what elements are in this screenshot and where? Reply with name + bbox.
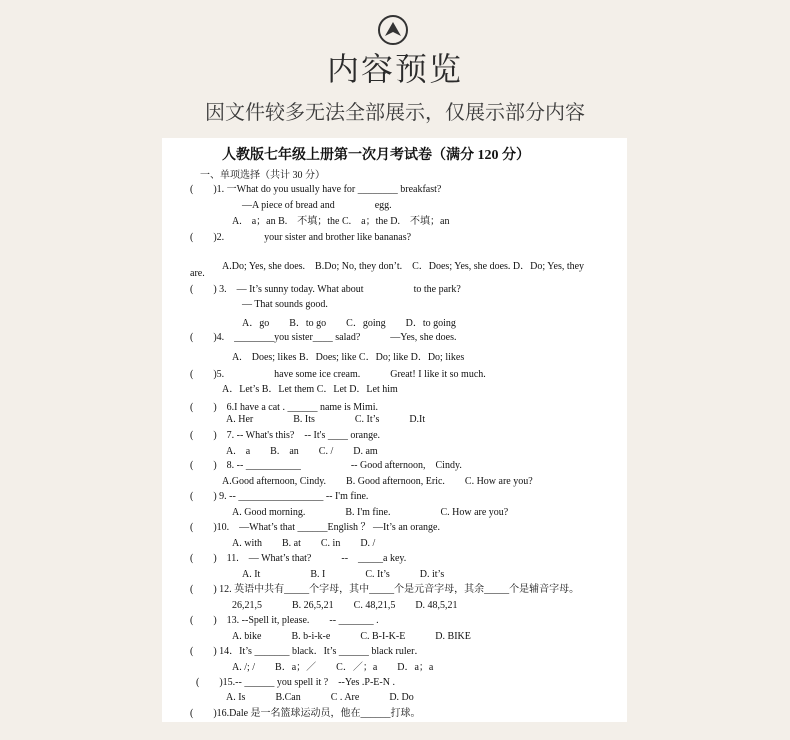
question-line: ( ) 9. -- _________________ -- I'm fine. [190,491,369,502]
answer-options: A. a B. an C. / D. am [226,446,378,457]
answer-options: A. Good morning. B. I'm fine. C. How are you? [232,507,509,518]
answer-options: A. a；an B. 不填；the C. a；the D. 不填；an [232,216,450,227]
question-line: ( ) 7. -- What's this? -- It's ____ orange. [190,430,381,441]
answer-options: A.Good afternoon, Cindy. B. Good afternoon, Eric. C. How are you? [222,476,533,487]
answer-options: A. Does; likes B．Does; like C．Do; like D．Do; likes [232,352,465,363]
answer-options: A.Do; Yes, she does. B.Do; No, they don’t. C．Does; Yes, she does. D．Do; Yes, they [222,261,585,272]
answer-options: A. bike B. b-i-k-e C. B-I-K-E D. BIKE [232,631,471,642]
section-heading: 一、单项选择（共计 30 分） [200,170,325,181]
question-line: ( ) 14．It’s _______ black．It’s ______ black ruler． [190,646,425,657]
answer-options: A．go B．to go C．going D．to going [242,318,456,329]
answer-options: A. It B. I C. It’s D. it’s [242,569,445,580]
question-line: ( )5. have some ice cream. Great! I like it so much. [190,369,486,380]
question-line: —A piece of bread and egg. [242,200,392,211]
question-line: ( )10. —What’s that ______English ？ —It’s an orange. [190,522,440,533]
answer-options: are. [190,268,205,279]
question-line: ( )16.Dale 是一名篮球运动员，他在______打球。 [190,708,421,719]
chevron-up-circle-icon [377,14,409,46]
answer-options: 26,21,5 B. 26,5,21 C. 48,21,5 D. 48,5,21 [232,600,458,611]
answer-options: A. /; / B．a；／ C．／；a D．a；a [232,662,434,673]
question-line: ( ) 12. 英语中共有_____个字母，其中_____个是元音字母，其余_____个是辅音字母。 [190,584,580,595]
question-line: ( )15.-- ______ you spell it ? --Yes .P-E-N . [196,677,395,688]
question-line: ( ) 6.I have a cat . ______ name is Mimi. [190,402,379,413]
question-line: ( )1. 一What do you usually have for ________ breakfast? [190,184,442,195]
document-title: 人教版七年级上册第一次月考试卷（满分 120 分） [222,148,530,163]
question-line: ( ) 8. -- ___________ -- Good afternoon, Cindy. [190,460,462,471]
question-line: ( ) 11. — What’s that? -- _____a key. [190,553,407,564]
question-line: ( ) 13. --Spell it, please. -- _______ . [190,615,379,626]
page-subtitle: 因文件较多无法全部展示，仅展示部分内容 [205,100,585,124]
question-line: ( )4. ________you sister____ salad? —Yes, she does. [190,332,457,343]
question-line: ( ) 3. — It’s sunny today. What about to the park? [190,284,461,295]
answer-options: A. with B. at C. in D. / [232,538,376,549]
answer-options: A．Let’s B．Let them C．Let D．Let him [222,384,398,395]
answer-options: A. Her B. Its C. It’s D.It [226,414,426,425]
question-line: ( )2. your sister and brother like bananas? [190,232,412,243]
answer-options: A. Is B.Can C . Are D. Do [226,692,414,703]
page-title: 内容预览 [326,50,463,88]
question-line: — That sounds good. [242,299,328,310]
